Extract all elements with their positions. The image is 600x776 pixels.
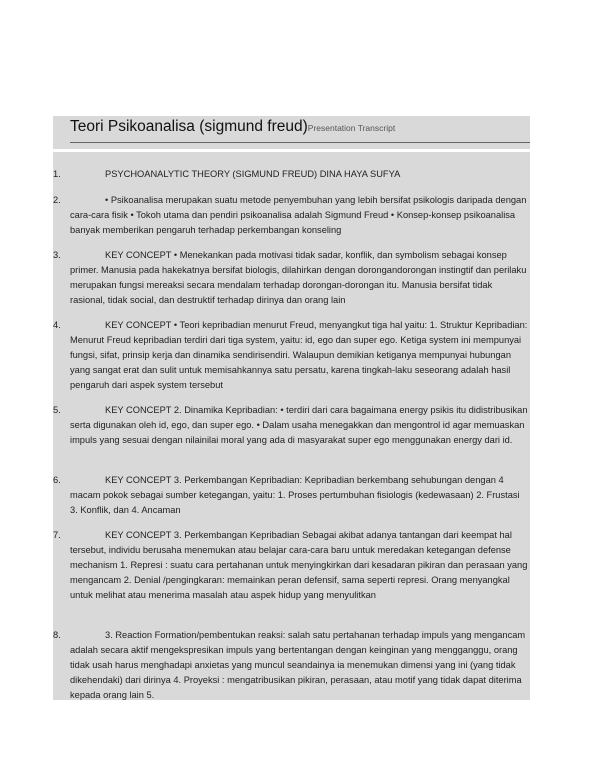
item-number: 7. (53, 530, 61, 540)
item-text: KEY CONCEPT • Teori kepribadian menurut Freud, menyangkut tiga hal yaitu: 1. Struktur Kepribadian: Menurut Freud kepribadian terdiri dari tiga system, yaitu: id, ego dan super ego. Ketiga system ini mempunyai fungsi, sifat, prinsip kerja dan dinamika sendirisendiri. Walaupun demikian ketiganya mempunyai hubungan yang sangat erat dan sulit untuk memisahkannya satu persatu, karena tingkah-laku seseorang adalah hasil pengaruh dari aspek system tersebut (70, 320, 528, 390)
item-number: 5. (53, 405, 61, 415)
item-number: 2. (53, 195, 61, 205)
item-number: 8. (53, 630, 61, 640)
page-title (70, 118, 395, 136)
item-text: PSYCHOANALYTIC THEORY (SIGMUND FREUD) DINA HAYA SUFYA (105, 169, 401, 179)
item-text: KEY CONCEPT 3. Perkembangan Kepribadian: Kepribadian berkembang sehubungan dengan 4 macam pokok sebagai sumber ketegangan, yaitu: 1. Proses pertumbuhan fisiologis (kedewasaan) 2. Frustasi 3. Konflik, dan 4. Ancaman (70, 475, 520, 515)
item-number: 4. (53, 320, 61, 330)
item-text: KEY CONCEPT 3. Perkembangan Kepribadian Sebagai akibat adanya tantangan dari keempat hal tersebut, individu berusaha menemukan atau belajar cara-cara baru untuk meredakan ketegangan defense mechanism 1. Represi : suatu cara pertahanan untuk menyingkirkan dari kesadaran pikiran dan perasaan yang mengancam 2. Denial /pengingkaran: memainkan peran defensif, sama seperti represi. Orang menyangkal untuk melihat atau menerima masalah atau aspek hidup yang menyulitkan (70, 530, 528, 600)
item-text: • Psikoanalisa merupakan suatu metode penyembuhan yang lebih bersifat psikologis daripada dengan cara-cara fisik • Tokoh utama dan pendiri psikoanalisa adalah Sigmund Freud • Konsep-konsep psikoanalisa banyak memberikan pengaruh terhadap perkembangan konseling (70, 195, 527, 235)
item-text: KEY CONCEPT • Menekankan pada motivasi tidak sadar, konflik, dan symbolism sebagai konsep primer. Manusia pada hakekatnya bersifat biologis, dilahirkan dengan dorongandorongan instingtif dan perilaku merupakan fungsi mereaksi secara mendalam terhadap dorongan-dorongan itu. Manusia bersifat tidak rasional, tidak social, dan destruktif terhadap dirinya dan orang lain (70, 250, 527, 305)
item-number: 1. (53, 169, 61, 179)
subtitle-text: Presentation Transcript (307, 123, 396, 133)
title-divider (70, 142, 530, 143)
title-text: Teori Psikoanalisa (sigmund freud) (70, 118, 308, 135)
item-number: 3. (53, 250, 61, 260)
item-text: KEY CONCEPT 2. Dinamika Kepribadian: • terdiri dari cara bagaimana energy psikis itu didistribusikan serta digunakan oleh id, ego, dan super ego. • Dalam usaha menegakkan dan mengontrol id agar memuaskan impuls yang sesuai dengan nilainilai moral yang ada di masyarakat super ego menggunakan energy dari id. (70, 405, 528, 445)
item-number: 6. (53, 475, 61, 485)
item-text: 3. Reaction Formation/pembentukan reaksi: salah satu pertahanan terhadap impuls yang mengancam adalah secara aktif mengekspresikan impuls yang bertentangan dengan keinginan yang mengganggu, orang tidak usah harus menghadapi anxietas yang muncul seandainya ia menemukan dimensi yang ini (yang tidak dikehendaki) dari dirinya 4. Proyeksi : mengatribusikan pikiran, perasaan, atau motif yang tidak dapat diterima kepada orang lain 5. (70, 630, 526, 700)
